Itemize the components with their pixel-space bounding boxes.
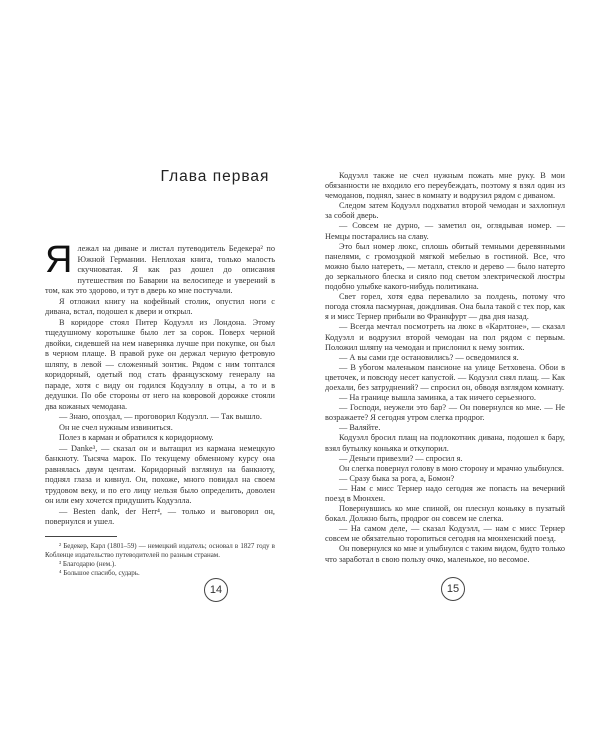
paragraph: Я отложил книгу на кофейный столик, опустил ноги с дивана, встал, подошел к двери и открыл. — [45, 296, 275, 316]
paragraph: Следом затем Кодуэлл подхватил второй чемодан и захлопнул за собой дверь. — [325, 201, 565, 221]
paragraph: — Всегда мечтал посмотреть на люкс в «Карлтоне», — сказал Кодуэлл и водрузил второй чемодан на пол рядом с первым. Положил шляпу на чемодан и прислонил к нему зонтик. — [325, 322, 565, 352]
footnote: ³ Благодарю (нем.). — [59, 559, 116, 568]
page-number: 14 — [204, 578, 228, 602]
paragraph: — Господи, неужели это бар? — Он повернулся ко мне. — Не возражаете? Я сегодня утром слегка продрог. — [325, 403, 565, 423]
paragraph: — Нам с мисс Тернер надо сегодня же попасть на вечерний поезд в Мюнхен. — [325, 483, 565, 503]
right-page — [300, 0, 600, 750]
page-number: 15 — [441, 577, 465, 601]
paragraph: — Совсем не дурно, — заметил он, оглядывая номер. — Немцы постарались на славу. — [325, 221, 565, 241]
paragraph: Полез в карман и обратился к коридорному. — [59, 433, 214, 442]
paragraph: Он слегка повернул голову в мою сторону и мрачно улыбнулся. — [339, 463, 564, 473]
paragraph: — Danke³, — сказал он и вытащил из кармана немецкую банкноту. Тысяча марок. По текущему обменному курсу она равнялась двум центам. Коридорный взглянул на банкноту, поднял глаза и кивнул. Он, похоже, много повидал на своем трудовом веку, и по его лицу нельзя было определить, доволен он или ему хочется придушить Кодуэлла. — [45, 443, 275, 505]
right-text-column — [325, 171, 565, 565]
paragraph: — Знаю, опоздал, — проговорил Кодуэлл. — Так вышло. — [59, 412, 262, 421]
paragraph: — Сразу быка за рога, а, Бомон? — [339, 473, 455, 483]
paragraph: Повернувшись ко мне спиной, он плеснул коньяку в пузатый бокал. Должно быть, продрог он совсем не слегка. — [325, 504, 565, 524]
paragraph: — На границе вышла заминка, а так ничего серьезного. — [339, 393, 536, 403]
paragraph: — Деньги привезли? — спросил я. — [339, 453, 463, 463]
paragraph: — На самом деле, — сказал Кодуэлл, — нам с мисс Тернер совсем не обязательно торопиться сегодня на мюнхенский поезд. — [325, 524, 565, 544]
footnote: ⁴ Большое спасибо, сударь. — [59, 569, 140, 578]
paragraph: — А вы сами где остановились? — осведомился я. — [339, 352, 519, 362]
footnote-rule — [45, 536, 117, 537]
paragraph: В коридоре стоял Питер Кодуэлл из Лондона. Этому тщедушному коротышке было лет за сорок. Поверх черной двойки, сидевшей на нем наверняка лучше при покупке, он был в черном плаще. В правой руке он держал черную фетровую шляпу, в левой — сложенный зонтик. Рядом с ним топтался коридорный, одетый под стать французскому генералу на параде, хотя с виду он годился Кодуэллу в отцы, а то и в дедушки. По обе стороны от него на ковровой дорожке стояли два кожаных чемодана. — [45, 317, 275, 411]
paragraph — [45, 239, 275, 297]
chapter-title: Глава первая — [160, 168, 270, 185]
paragraph: Он повернулся ко мне и улыбнулся с таким видом, будто только что заработал в свою пользу очко, маленькое, но весомое. — [325, 544, 565, 564]
footnote: ² Бедекер, Карл (1801–59) — немецкий издатель; основал в 1827 году в Кобленце издательство путеводителей по разным странам. — [45, 541, 275, 559]
left-text-column — [45, 239, 275, 578]
paragraph: Это был номер люкс, сплошь обитый темными деревянными панелями, с громоздкой мягкой мебелью в гостиной. Все, что можно было натереть, — металл, стекло и дерево — было натерто до зеркального блеска и сияло под светом электрической люстры подобно улыбке какого-нибудь политикана. — [325, 241, 565, 292]
drop-cap: Я — [45, 239, 73, 281]
paragraph: Кодуэлл бросил плащ на подлокотник дивана, подошел к бару, взял бутылку коньяка и откупорил. — [325, 433, 565, 453]
paragraph: — Валяйте. — [339, 423, 381, 433]
paragraph: Кодуэлл также не счел нужным пожать мне руку. В мои обязанности не входило его переубеждать, поэтому я взял один из чемоданов, поднял, занес в комнату и водрузил рядом с диваном. — [325, 171, 565, 201]
paragraph: Свет горел, хотя едва перевалило за полдень, потому что погода стояла пасмурная, дождливая. Она была такой с тех пор, как я и мисс Тернер прибыли во Франкфурт — два дня назад. — [325, 292, 565, 322]
paragraph: Он не счел нужным извиниться. — [59, 422, 173, 432]
footnotes — [45, 542, 275, 579]
paragraph: — В убогом маленьком пансионе на улице Бетховена. Обои в цветочек, и повсюду несет капустой. — Кодуэлл снял плащ. — Как доехали, без затруднений? — спросил он, обводя взглядом комнату. — [325, 362, 565, 392]
paragraph: — Besten dank, der Herr⁴, — только и выговорил он, повернулся и ушел. — [45, 506, 275, 526]
paragraph-text: лежал на диване и листал путеводитель Бедекера² по Южной Германии. Неплохая книга, только малость скучноватая. Я как раз дошел до описания путешествия по Баварии на велосипеде и уверений в том, как это здорово, и тут в дверь ко мне постучали. — [45, 244, 275, 295]
